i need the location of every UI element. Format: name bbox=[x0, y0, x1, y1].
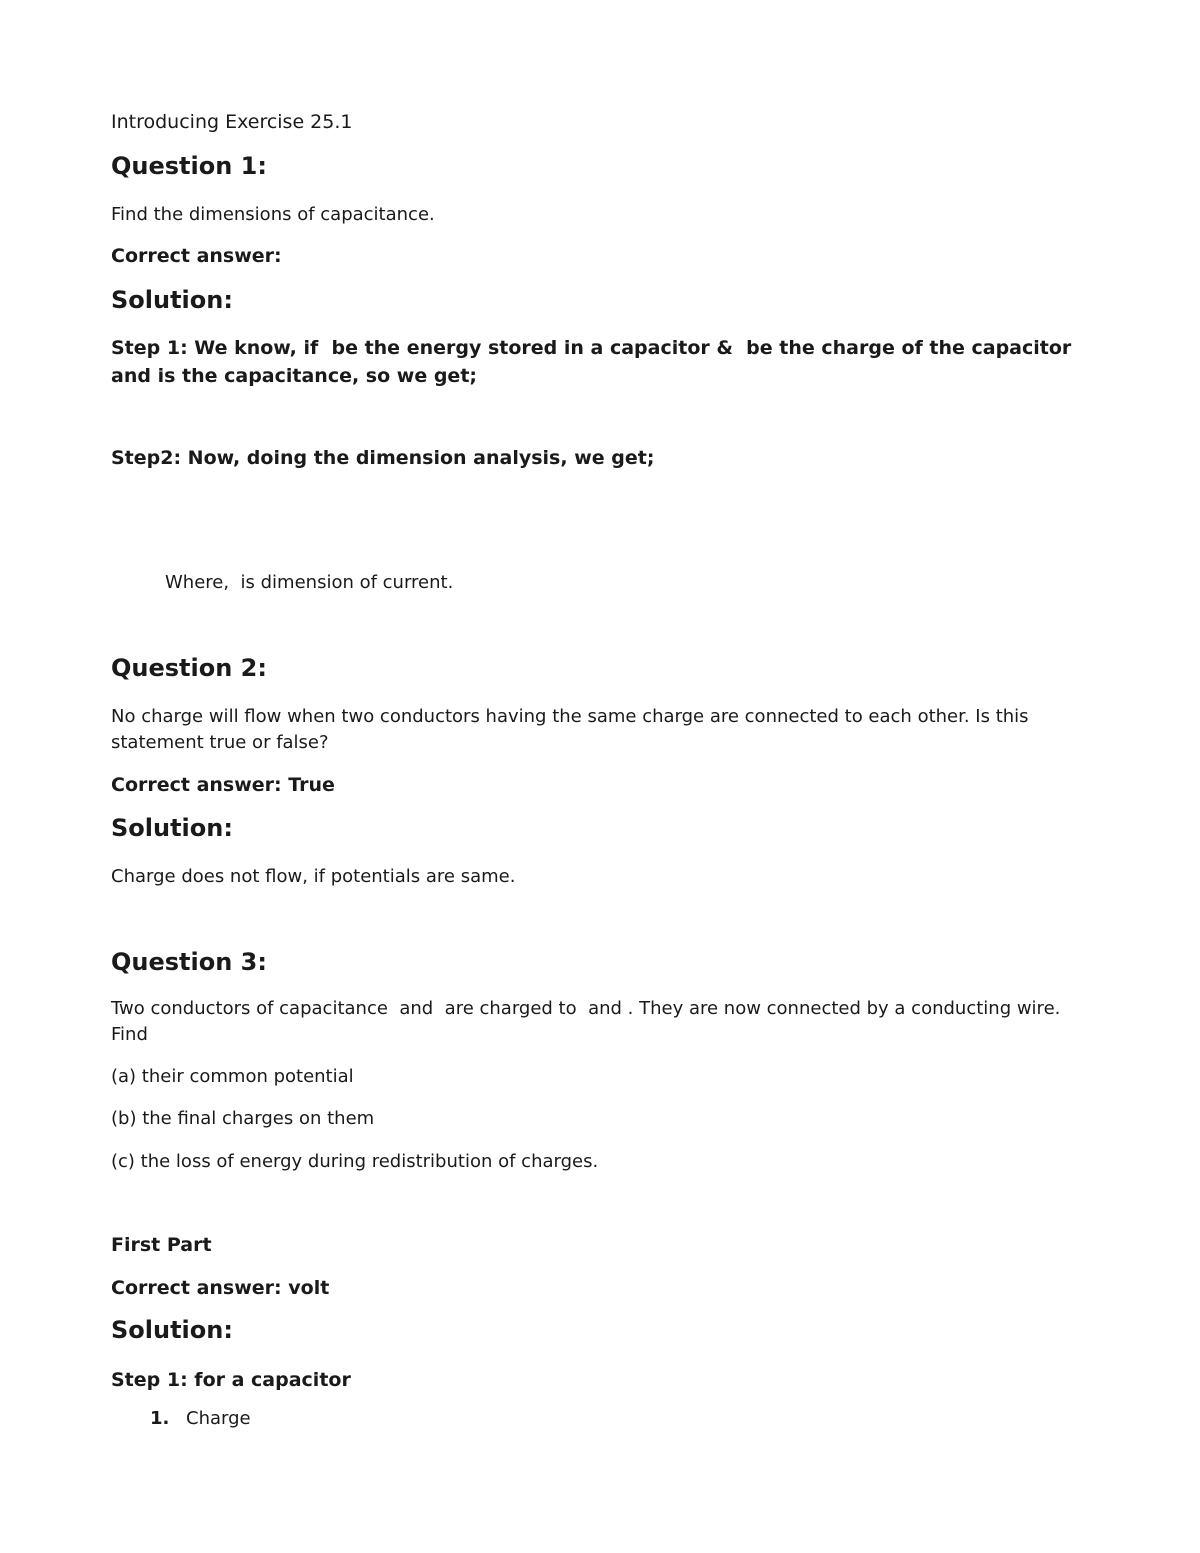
question-3-step-1: Step 1: for a capacitor bbox=[111, 1369, 351, 1391]
question-1-answer: Correct answer: bbox=[111, 245, 282, 267]
question-1-where-note: Where, is dimension of current. bbox=[165, 572, 454, 593]
question-2-solution-heading: Solution: bbox=[111, 814, 233, 842]
question-1-heading: Question 1: bbox=[111, 152, 267, 180]
question-3-part-b: (b) the final charges on them bbox=[111, 1108, 375, 1129]
question-2-text: No charge will flow when two conductors having the same charge are connected to each other. Is this statement true or false? bbox=[111, 706, 1035, 753]
list-item-text: Charge bbox=[186, 1408, 251, 1429]
question-3-first-part: First Part bbox=[111, 1234, 212, 1256]
exercise-title: Introducing Exercise 25.1 bbox=[111, 111, 353, 133]
question-3-heading: Question 3: bbox=[111, 948, 267, 976]
question-3-solution-heading: Solution: bbox=[111, 1316, 233, 1344]
question-1-text: Find the dimensions of capacitance. bbox=[111, 204, 435, 225]
question-3-part-c: (c) the loss of energy during redistribution of charges. bbox=[111, 1151, 599, 1172]
question-1-solution-heading: Solution: bbox=[111, 286, 233, 314]
question-1-step-1: Step 1: We know, if be the energy stored in a capacitor & be the charge of the capacitor and is the capacitance, so we get; bbox=[111, 337, 1078, 387]
question-3-answer: Correct answer: volt bbox=[111, 1277, 330, 1299]
question-3-text: Two conductors of capacitance and are charged to and . They are now connected by a conducting wire. Find bbox=[111, 998, 1067, 1045]
question-2-heading: Question 2: bbox=[111, 654, 267, 682]
list-item-number: 1. bbox=[150, 1408, 170, 1429]
question-2-answer: Correct answer: True bbox=[111, 774, 335, 796]
question-3-part-a: (a) their common potential bbox=[111, 1066, 354, 1087]
question-2-solution-text: Charge does not flow, if potentials are same. bbox=[111, 866, 516, 887]
question-1-step-2: Step2: Now, doing the dimension analysis, we get; bbox=[111, 447, 655, 469]
